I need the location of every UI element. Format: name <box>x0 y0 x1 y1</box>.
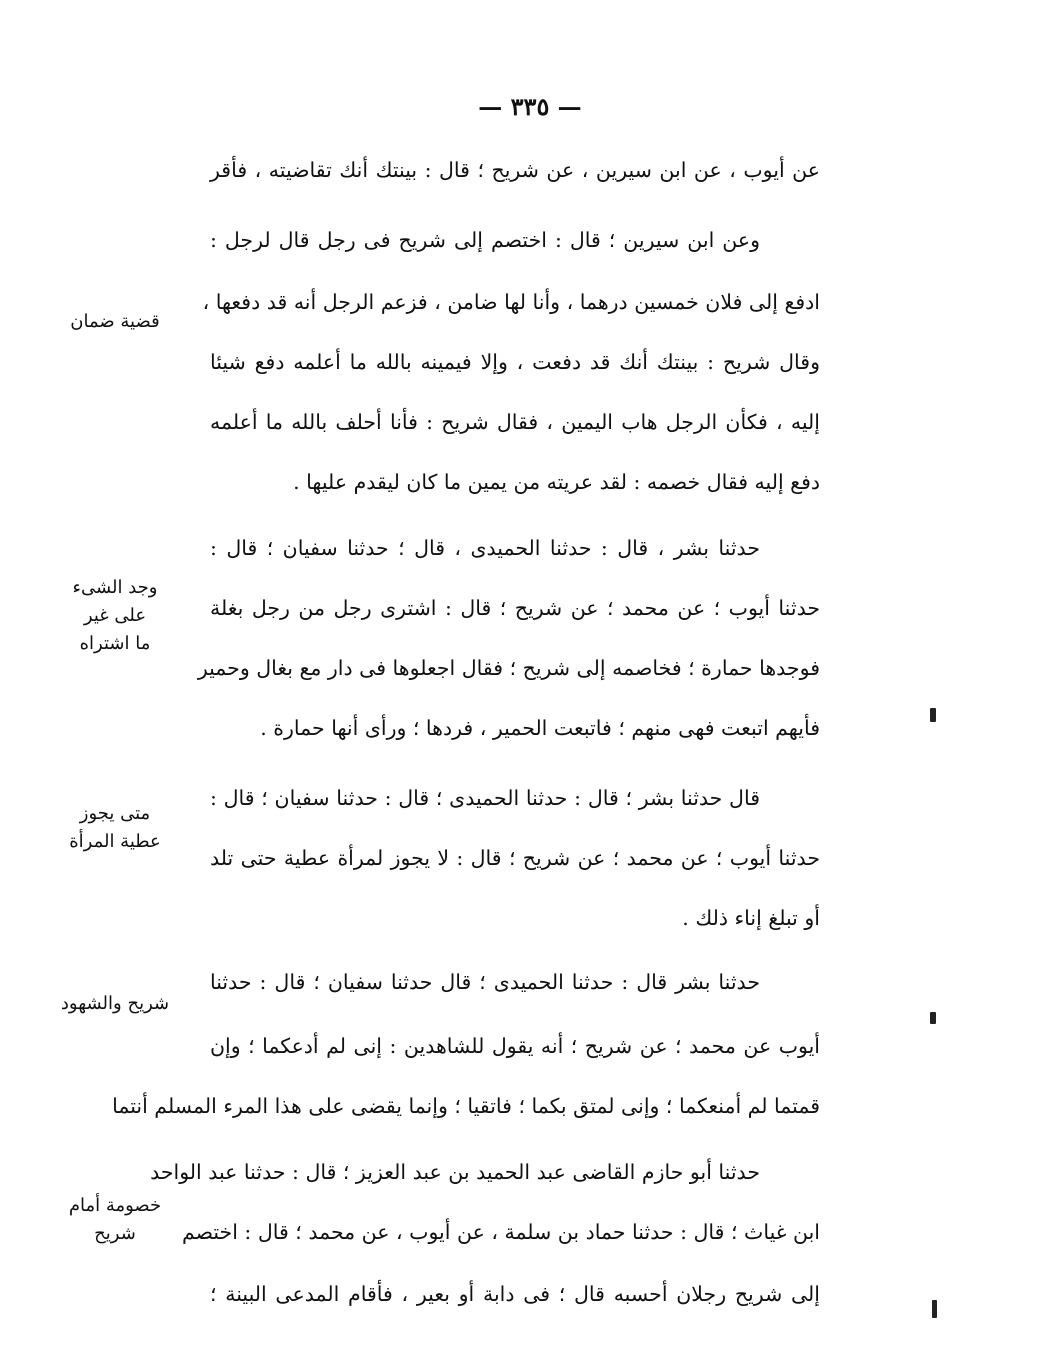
margin-note-line: عطية المرأة <box>69 830 161 852</box>
text-line: إلى شريح رجلان أحسبه قال ؛ فى دابة أو بعير ، فأقام المدعى البينة ؛ <box>210 1282 820 1306</box>
margin-note-line: على غير <box>83 604 147 626</box>
text-line: عن أيوب ، عن ابن سيرين ، عن شريح ؛ قال : بينتك أنك تقاضيته ، فأقر <box>210 158 820 182</box>
margin-note-line: شريح والشهود <box>60 993 170 1014</box>
text-line: حدثنا أيوب ؛ عن محمد ؛ عن شريح ؛ قال : لا يجوز لمرأة عطية حتى تلد <box>210 846 820 870</box>
scan-speck <box>930 1012 936 1024</box>
margin-note-line: قضية ضمان <box>70 311 160 332</box>
text-line: قمتما لم أمنعكما ؛ وإنى لمتق بكما ؛ فاتقيا ؛ وإنما يقضى على هذا المرء المسلم أنتما <box>112 1094 820 1118</box>
margin-note-line: شريح <box>94 1222 136 1244</box>
text-line: ادفع إلى فلان خمسين درهما ، وأنا لها ضامن ، فزعم الرجل أنه قد دفعها ، <box>202 290 820 314</box>
text-line: ابن غياث ؛ قال : حدثنا حماد بن سلمة ، عن أيوب ، عن محمد ؛ قال : اختصم <box>181 1220 820 1244</box>
text-line: فأيهم اتبعت فهى منهم ؛ فاتبعت الحمير ، فردها ؛ ورأى أنها حمارة . <box>260 716 820 740</box>
text-line: حدثنا بشر قال : حدثنا الحميدى ؛ قال حدثنا سفيان ؛ قال : حدثنا <box>210 970 760 994</box>
scan-speck <box>930 708 936 722</box>
margin-note-line: ما اشتراه <box>79 632 151 654</box>
margin-note <box>60 990 170 1018</box>
text-line: قال حدثنا بشر ؛ قال : حدثنا الحميدى ؛ قال : حدثنا سفيان ؛ قال : <box>210 786 760 810</box>
scan-speck <box>932 1300 937 1318</box>
text-line: حدثنا بشر ، قال : حدثنا الحميدى ، قال ؛ حدثنا سفيان ؛ قال : <box>210 536 760 560</box>
text-line: أو تبلغ إناء ذلك . <box>682 906 820 930</box>
margin-note <box>60 800 170 856</box>
text-line: دفع إليه فقال خصمه : لقد عريته من يمين ما كان ليقدم عليها . <box>293 470 820 494</box>
margin-note-line: وجد الشىء <box>72 577 158 598</box>
margin-note <box>60 308 170 336</box>
margin-note <box>60 574 170 658</box>
page-number: — ٣٣٥ — <box>478 92 582 121</box>
text-line: فوجدها حمارة ؛ فخاصمه إلى شريح ؛ فقال اجعلوها فى دار مع بغال وحمير <box>197 656 820 680</box>
text-line: وعن ابن سيرين ؛ قال : اختصم إلى شريح فى رجل قال لرجل : <box>210 228 760 252</box>
text-line: وقال شريح : بينتك أنك قد دفعت ، وإلا فيمينه بالله ما أعلمه دفع شيئا <box>210 350 820 374</box>
text-line: أيوب عن محمد ؛ عن شريح ؛ أنه يقول للشاهدين : إنى لم أدعكما ؛ وإن <box>210 1034 820 1058</box>
text-line: حدثنا أيوب ؛ عن محمد ؛ عن شريح ؛ قال : اشترى رجل من رجل بغلة <box>210 596 820 620</box>
margin-note-line: متى يجوز <box>79 803 151 824</box>
text-line: حدثنا أبو حازم القاضى عبد الحميد بن عبد العزيز ؛ قال : حدثنا عبد الواحد <box>150 1160 760 1184</box>
text-line: إليه ، فكأن الرجل هاب اليمين ، فقال شريح : فأنا أحلف بالله ما أعلمه <box>210 410 820 434</box>
margin-note <box>60 1192 170 1248</box>
margin-note-line: خصومة أمام <box>68 1195 162 1216</box>
